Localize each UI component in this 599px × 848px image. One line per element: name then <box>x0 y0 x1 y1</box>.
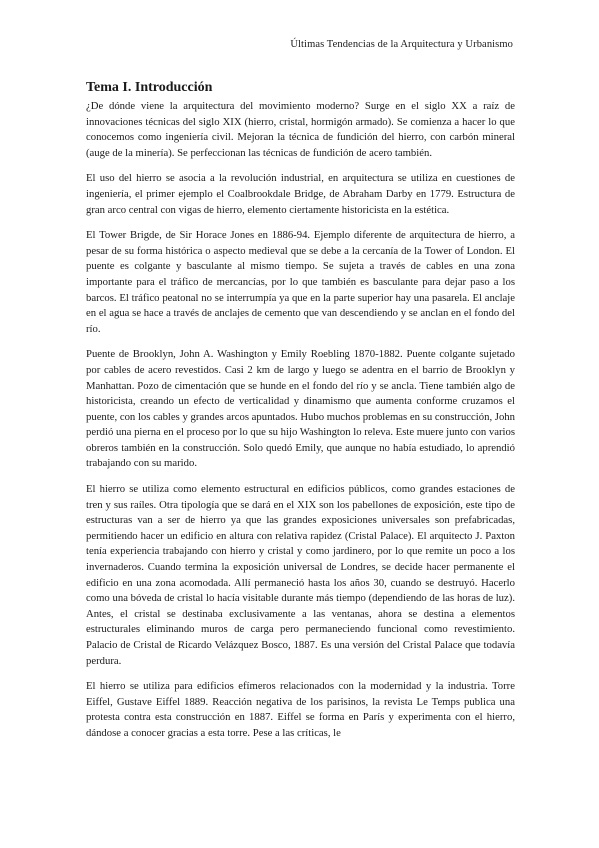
paragraph-crystal-palace: El hierro se utiliza como elemento estructural en edificios públicos, como grandes estaciones de tren y sus raíles. Otra tipología que se dará en el XIX son los pabellones de exposición, este tipo de estructuras van a ser de hierro ya que las grandes exposiciones universales son prefabricadas, permitiendo hacer un edificio en altura con relativa rapidez (Cristal Palace). El arquitecto J. Paxton tenía experiencia trabajando con hierro y cristal y como jardinero, por lo que remite un poco a los invernaderos. Cuando termina la exposición universal de Londres, se decide hacer permanente el edificio en una zona acomodada. Allí permaneció hasta los años 30, cuando se destruyó. Hacerlo como una bóveda de cristal lo hacía visitable durante más tiempo (dependiendo de las horas de luz). Antes, el cristal se destinaba exclusivamente a las ventanas, ahora se destina a elementos estructurales eliminando muros de carga pero permaneciendo funcional como revestimiento. Palacio de Cristal de Ricardo Velázquez Bosco, 1887. Es una versión del Cristal Palace que todavía perdura. <box>86 483 515 667</box>
section-title: Tema I. Introducción <box>86 80 213 95</box>
paragraph-eiffel-tower: El hierro se utiliza para edificios efímeros relacionados con la modernidad y la industria. Torre Eiffel, Gustave Eiffel 1889. Reacción negativa de los parisinos, la revista Le Temps publica una protesta contra esta construcción en 1887. Eiffel se forma en París y experimenta con el hierro, dándose a conocer gracias a esta torre. Pese a las críticas, le <box>86 680 515 739</box>
document-body <box>86 79 515 752</box>
paragraph-tower-bridge: El Tower Brigde, de Sir Horace Jones en 1886-94. Ejemplo diferente de arquitectura de hierro, a pesar de su forma histórica o aspecto medieval que se debe a la cercanía de la Tower of London. El puente es colgante y basculante al mismo tiempo. Se sujeta a través de cables en una zona importante para el tráfico de mercancías, por lo que también es basculante para dejar paso a los barcos. El tráfico peatonal no se interrumpía ya que en la parte superior hay una pasarela. El anclaje en el agua se hace a través de anclajes de cemento que van descendiendo y se anclan en el fondo del río. <box>86 229 515 335</box>
running-header: Últimas Tendencias de la Arquitectura y Urbanismo <box>290 39 513 50</box>
paragraph-intro: ¿De dónde viene la arquitectura del movimiento moderno? Surge en el siglo XX a raíz de innovaciones técnicas del siglo XIX (hierro, cristal, hormigón armado). Se comienza a hacer lo que conocemos como ingeniería civil. Mejoran la técnica de fundición del hierro, con carbón mineral (auge de la minería). Se perfeccionan las técnicas de fundición de acero también. <box>86 100 515 159</box>
paragraph-brooklyn-bridge: Puente de Brooklyn, John A. Washington y Emily Roebling 1870-1882. Puente colgante sujetado por cables de acero revestidos. Casi 2 km de largo y luego se adentra en el barrio de Brooklyn y Manhattan. Pozo de cimentación que se hunde en el fondo del río y se ancla. Tiene también algo de historicista, creando un efecto de verticalidad y dinamismo que aumenta conforme cruzamos el puente, con los cables y grandes arcos apuntados. Hubo muchos problemas en su construcción, John perdió una pierna en el proceso por lo que su hijo Washington lo releva. Este muere junto con varios obreros también en la construcción. Solo quedó Emily, que aunque no había estudiado, lo aprendió trabajando con su marido. <box>86 348 515 470</box>
paragraph-coalbrookdale: El uso del hierro se asocia a la revolución industrial, en arquitectura se utiliza en cuestiones de ingeniería, el primer ejemplo el Coalbrookdale Bridge, de Abraham Darby en 1779. Estructura de gran arco central con vigas de hierro, elemento ciertamente historicista en la estética. <box>86 172 515 216</box>
